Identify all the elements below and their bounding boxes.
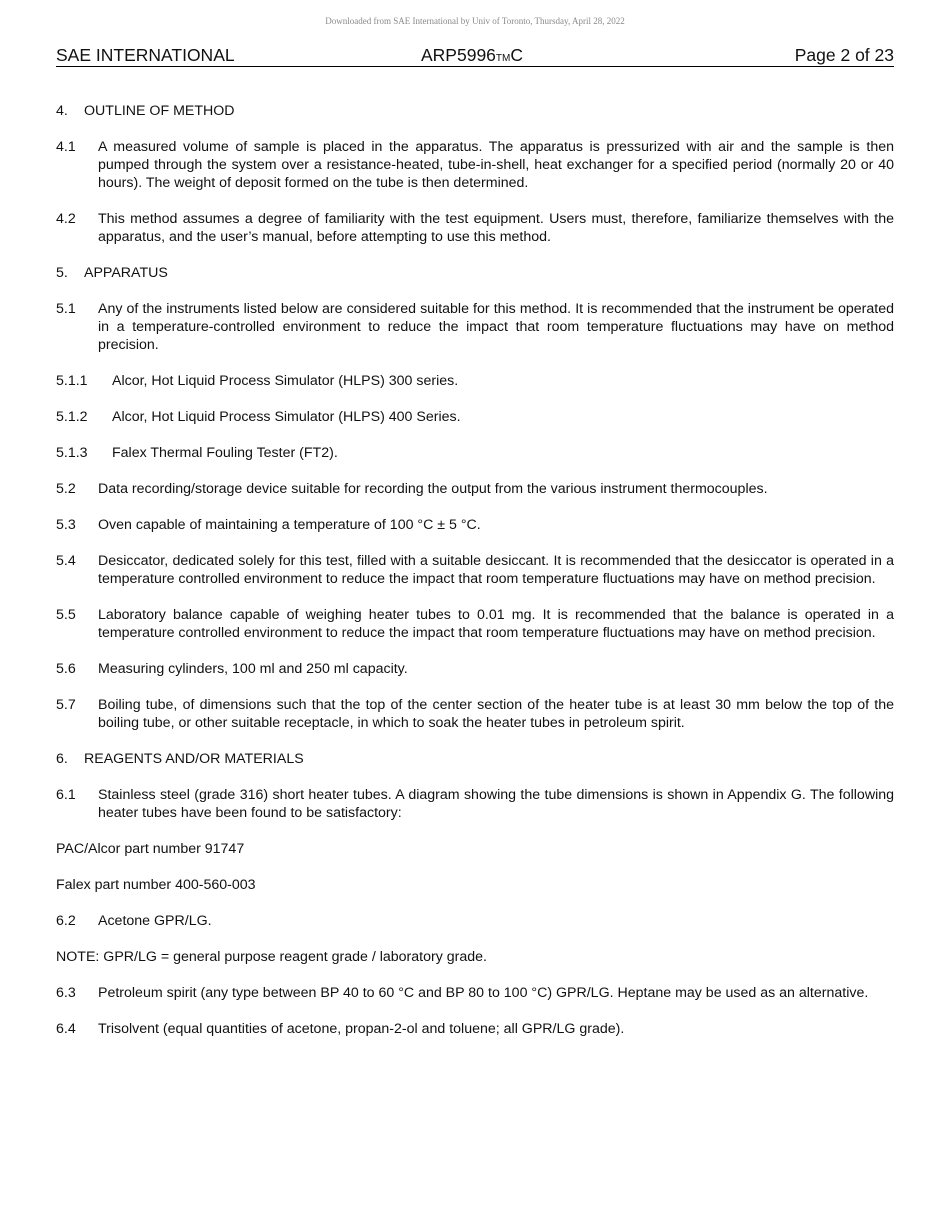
page-header bbox=[56, 44, 894, 67]
pac-alcor-part-number: PAC/Alcor part number 91747 bbox=[56, 841, 245, 857]
clause-text: Acetone GPR/LG. bbox=[98, 913, 212, 929]
clause-5-3 bbox=[56, 516, 894, 534]
section-number: 5. bbox=[56, 265, 68, 281]
clause-number: 5.5 bbox=[56, 607, 76, 623]
trademark-mark: TM bbox=[495, 53, 511, 64]
clause-text: This method assumes a degree of familiarity with the test equipment. Users must, therefore, familiarize themselves with the apparatus, and the user’s manual, before attempting to use this method. bbox=[98, 211, 894, 245]
header-page-number: Page 2 of 23 bbox=[794, 45, 894, 65]
section-title: APPARATUS bbox=[84, 265, 168, 281]
clause-text: Stainless steel (grade 316) short heater tubes. A diagram showing the tube dimensions is shown in Appendix G. The following heater tubes have been found to be satisfactory: bbox=[98, 787, 894, 821]
clause-text: Any of the instruments listed below are considered suitable for this method. It is recommended that the instrument be operated in a temperature-controlled environment to reduce the impact that room temperature fluctuations may have on method precision. bbox=[98, 301, 894, 353]
clause-6-4 bbox=[56, 1020, 894, 1038]
document-body bbox=[56, 102, 894, 1056]
download-watermark: Downloaded from SAE International by Univ of Toronto, Thursday, April 28, 2022 bbox=[325, 16, 625, 26]
section-title: OUTLINE OF METHOD bbox=[84, 103, 235, 119]
doc-number-main: ARP5996 bbox=[421, 45, 496, 65]
clause-text: Laboratory balance capable of weighing heater tubes to 0.01 mg. It is recommended that the balance is operated in a temperature controlled environment to reduce the impact that room temperature fluctuations may have on method precision. bbox=[98, 607, 894, 641]
clause-text: Trisolvent (equal quantities of acetone, propan-2-ol and toluene; all GPR/LG grade). bbox=[98, 1021, 625, 1037]
clause-4-1 bbox=[56, 138, 894, 192]
clause-text: Boiling tube, of dimensions such that the top of the center section of the heater tube is at least 30 mm below the top of the boiling tube, or other suitable receptacle, in which to soak the heater tubes in petroleum spirit. bbox=[98, 697, 894, 731]
clause-5-6 bbox=[56, 660, 894, 678]
clause-6-1 bbox=[56, 786, 894, 822]
section-heading-4 bbox=[56, 102, 894, 120]
clause-number: 4.2 bbox=[56, 211, 76, 227]
clause-text: Alcor, Hot Liquid Process Simulator (HLPS) 400 Series. bbox=[112, 409, 461, 425]
clause-number: 6.4 bbox=[56, 1021, 76, 1037]
clause-text: Petroleum spirit (any type between BP 40 to 60 °C and BP 80 to 100 °C) GPR/LG. Heptane may be used as an alternative. bbox=[98, 985, 869, 1001]
clause-number: 5.1.3 bbox=[56, 445, 88, 461]
clause-6-2 bbox=[56, 912, 894, 930]
clause-number: 5.7 bbox=[56, 697, 76, 713]
clause-text: Oven capable of maintaining a temperature of 100 °C ± 5 °C. bbox=[98, 517, 481, 533]
clause-5-4 bbox=[56, 552, 894, 588]
clause-5-7 bbox=[56, 696, 894, 732]
clause-5-5 bbox=[56, 606, 894, 642]
clause-number: 5.4 bbox=[56, 553, 76, 569]
clause-number: 6.2 bbox=[56, 913, 76, 929]
clause-4-2 bbox=[56, 210, 894, 246]
clause-text: Desiccator, dedicated solely for this test, filled with a suitable desiccant. It is recommended that the desiccator is operated in a temperature controlled environment to reduce the impact that room temperature fluctuations may have on method precision. bbox=[98, 553, 894, 587]
section-heading-6 bbox=[56, 750, 894, 768]
clause-5-1-1 bbox=[56, 372, 894, 390]
header-document-number bbox=[421, 44, 523, 70]
clause-number: 5.3 bbox=[56, 517, 76, 533]
clause-number: 6.3 bbox=[56, 985, 76, 1001]
clause-number: 5.6 bbox=[56, 661, 76, 677]
clause-number: 5.1 bbox=[56, 301, 76, 317]
clause-number: 5.1.2 bbox=[56, 409, 88, 425]
clause-text: Measuring cylinders, 100 ml and 250 ml capacity. bbox=[98, 661, 408, 677]
section-heading-5 bbox=[56, 264, 894, 282]
clause-5-1-3 bbox=[56, 444, 894, 462]
clause-number: 6.1 bbox=[56, 787, 76, 803]
section-title: REAGENTS AND/OR MATERIALS bbox=[84, 751, 304, 767]
clause-5-1 bbox=[56, 300, 894, 354]
doc-number-suffix: C bbox=[510, 45, 524, 65]
clause-number: 5.2 bbox=[56, 481, 76, 497]
clause-number: 5.1.1 bbox=[56, 373, 88, 389]
section-number: 4. bbox=[56, 103, 68, 119]
clause-number: 4.1 bbox=[56, 139, 76, 155]
clause-text: A measured volume of sample is placed in the apparatus. The apparatus is pressurized with air and the sample is then pumped through the system over a resistance-heated, tube-in-shell, heat exchanger for a specified period (normally 20 or 40 hours). The weight of deposit formed on the tube is then determined. bbox=[98, 139, 894, 191]
falex-part-number: Falex part number 400-560-003 bbox=[56, 877, 256, 893]
section-number: 6. bbox=[56, 751, 68, 767]
clause-5-1-2 bbox=[56, 408, 894, 426]
header-organization: SAE INTERNATIONAL bbox=[56, 45, 235, 65]
clause-text: Alcor, Hot Liquid Process Simulator (HLPS) 300 series. bbox=[112, 373, 459, 389]
clause-6-3 bbox=[56, 984, 894, 1002]
clause-5-2 bbox=[56, 480, 894, 498]
clause-text: Data recording/storage device suitable for recording the output from the various instrument thermocouples. bbox=[98, 481, 768, 497]
clause-text: Falex Thermal Fouling Tester (FT2). bbox=[112, 445, 338, 461]
note: NOTE: GPR/LG = general purpose reagent grade / laboratory grade. bbox=[56, 949, 487, 965]
